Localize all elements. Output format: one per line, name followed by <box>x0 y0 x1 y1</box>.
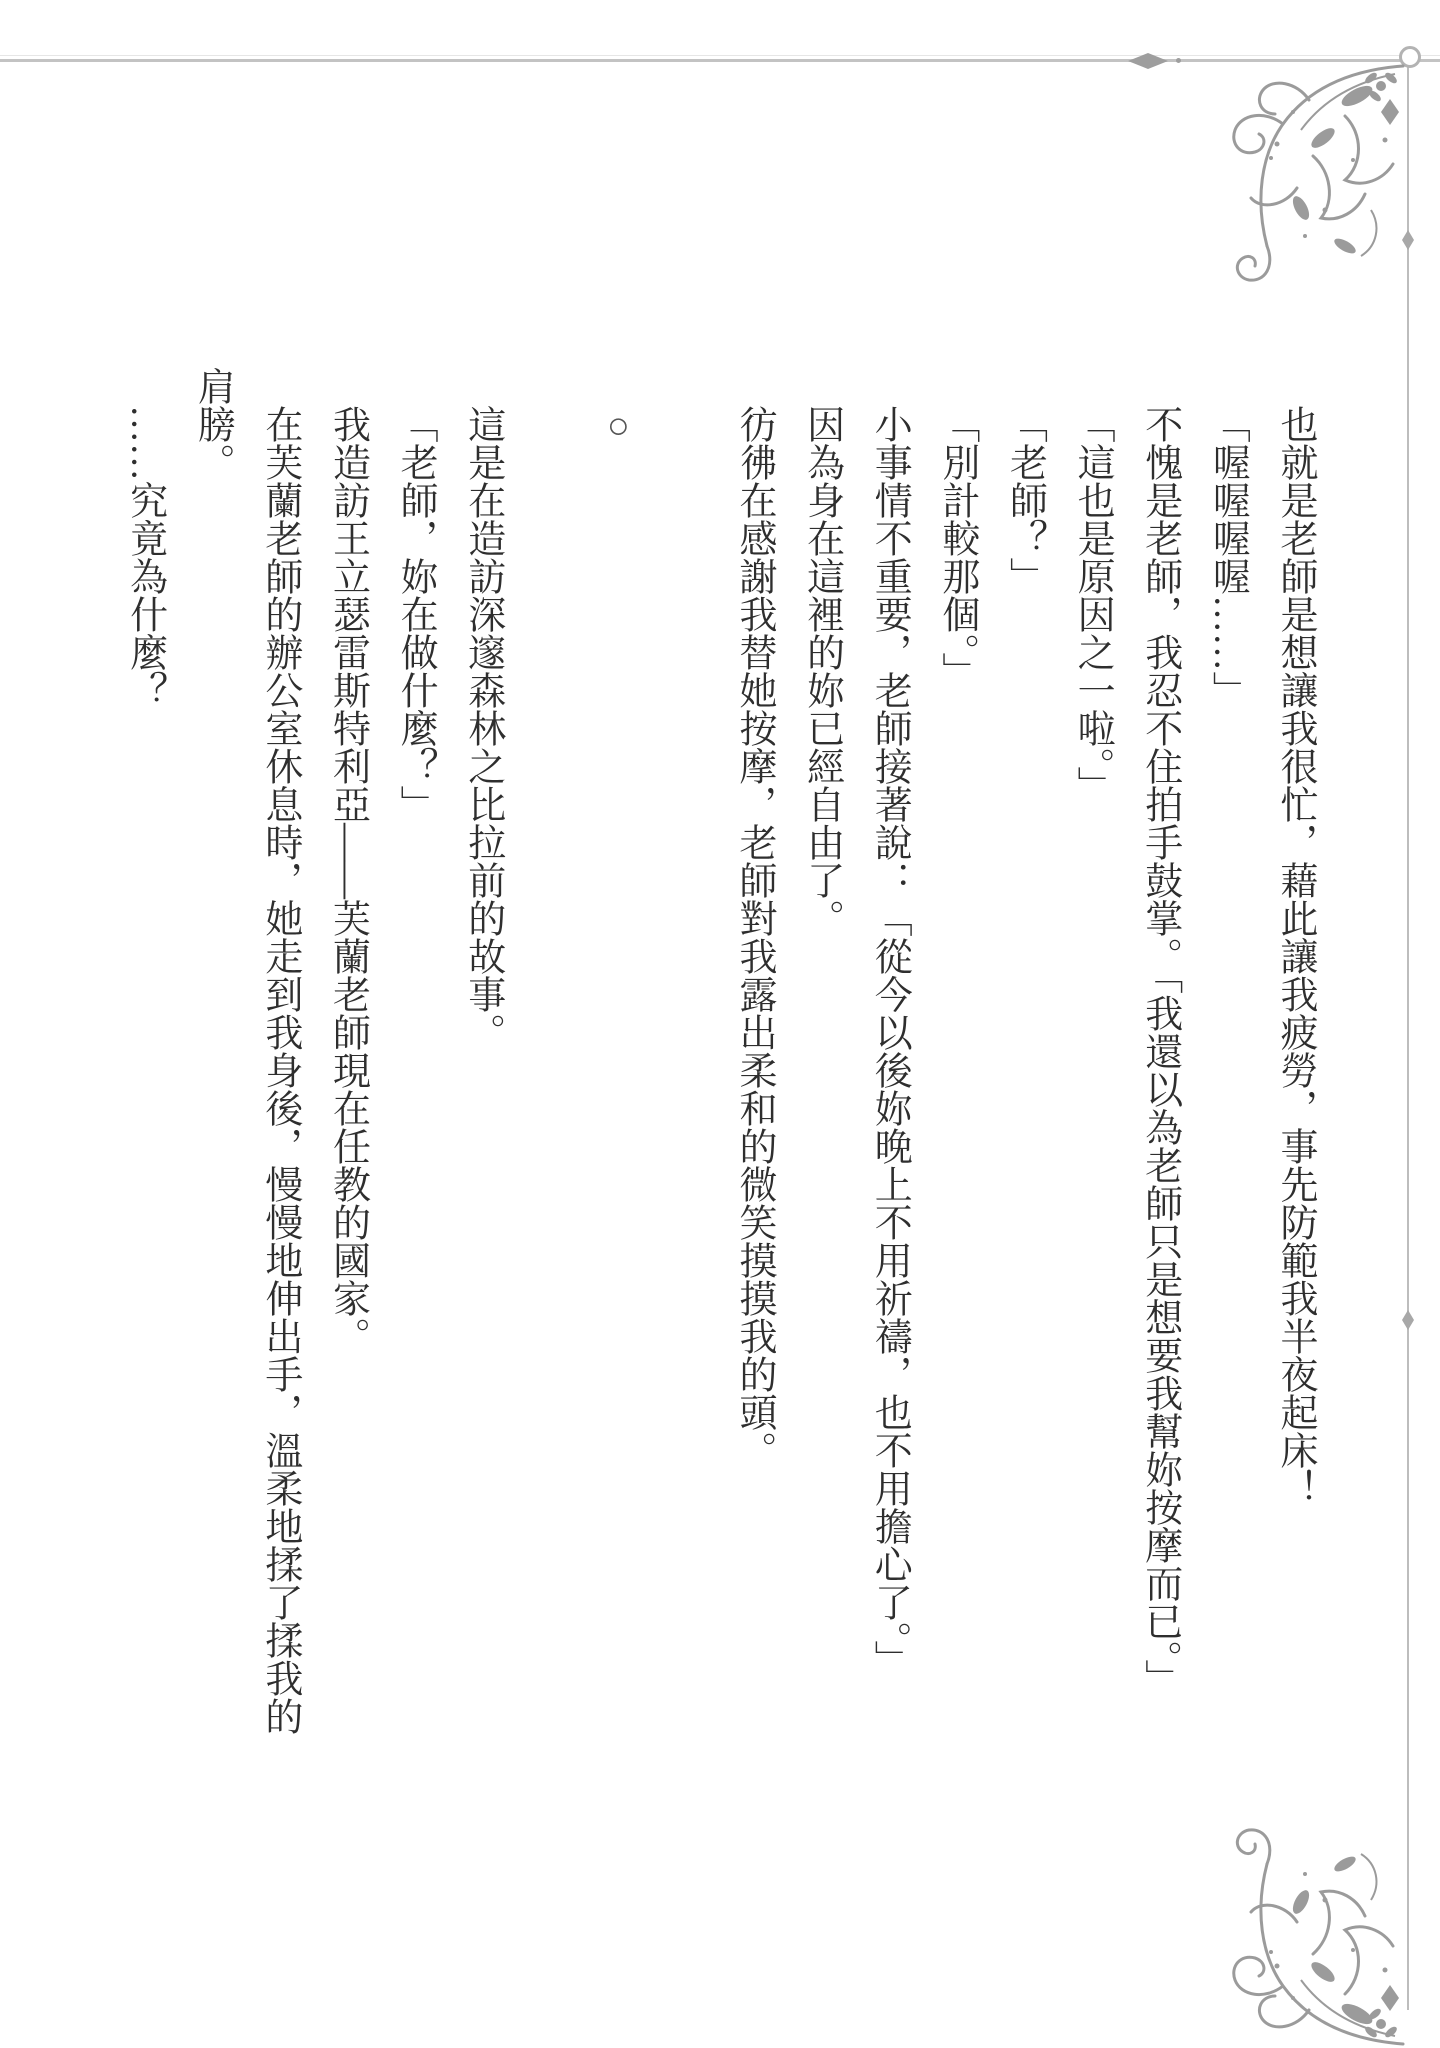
paragraph-dialogue: 「別計較那個。」 <box>935 405 978 690</box>
paragraph: 也就是老師是想讓我很忙，藉此讓我疲勞，事先防範我半夜起床！ <box>1274 405 1316 1507</box>
rule-dot-icon <box>1176 58 1181 63</box>
paragraph-dialogue: 「喔喔喔喔……」 <box>1206 405 1249 709</box>
paragraph: 在芙蘭老師的辦公室休息時，她走到我身後，慢慢地伸出手，溫柔地揉了揉我的肩膀。 <box>191 367 301 1735</box>
scene-break-marker: ○ <box>597 405 640 447</box>
filigree-ornament-bottom-icon <box>1205 1810 1405 2048</box>
paragraph-dialogue: 「老師？」 <box>1003 405 1046 595</box>
paragraph-dialogue: 「這也是原因之一啦。」 <box>1071 405 1114 804</box>
vertical-text-block <box>96 367 1328 1741</box>
top-rule-light <box>0 55 1440 56</box>
right-vertical-rule <box>1407 57 1409 2010</box>
filigree-ornament-top-icon <box>1205 60 1405 300</box>
paragraph: 這是在造訪深邃森林之比拉前的故事。 <box>461 405 504 1051</box>
vertical-rule-diamond-icon <box>1402 1310 1414 1330</box>
paragraph-dialogue: 「老師，妳在做什麼？」 <box>394 405 437 823</box>
paragraph: 我造訪王立瑟雷斯特利亞——芙蘭老師現在任教的國家。 <box>326 405 369 1355</box>
paragraph: ……究竟為什麼？ <box>123 405 166 709</box>
paragraph: 不愧是老師，我忍不住拍手鼓掌。「我還以為老師只是想要我幫妳按摩而已。」 <box>1138 405 1181 1697</box>
paragraph: 小事情不重要，老師接著說：「從今以後妳晚上不用祈禱，也不用擔心了。」 <box>868 405 911 1678</box>
paragraph: 因為身在這裡的妳已經自由了。 <box>800 405 843 937</box>
paragraph: 彷彿在感謝我替她按摩，老師對我露出柔和的微笑摸摸我的頭。 <box>733 405 775 1469</box>
